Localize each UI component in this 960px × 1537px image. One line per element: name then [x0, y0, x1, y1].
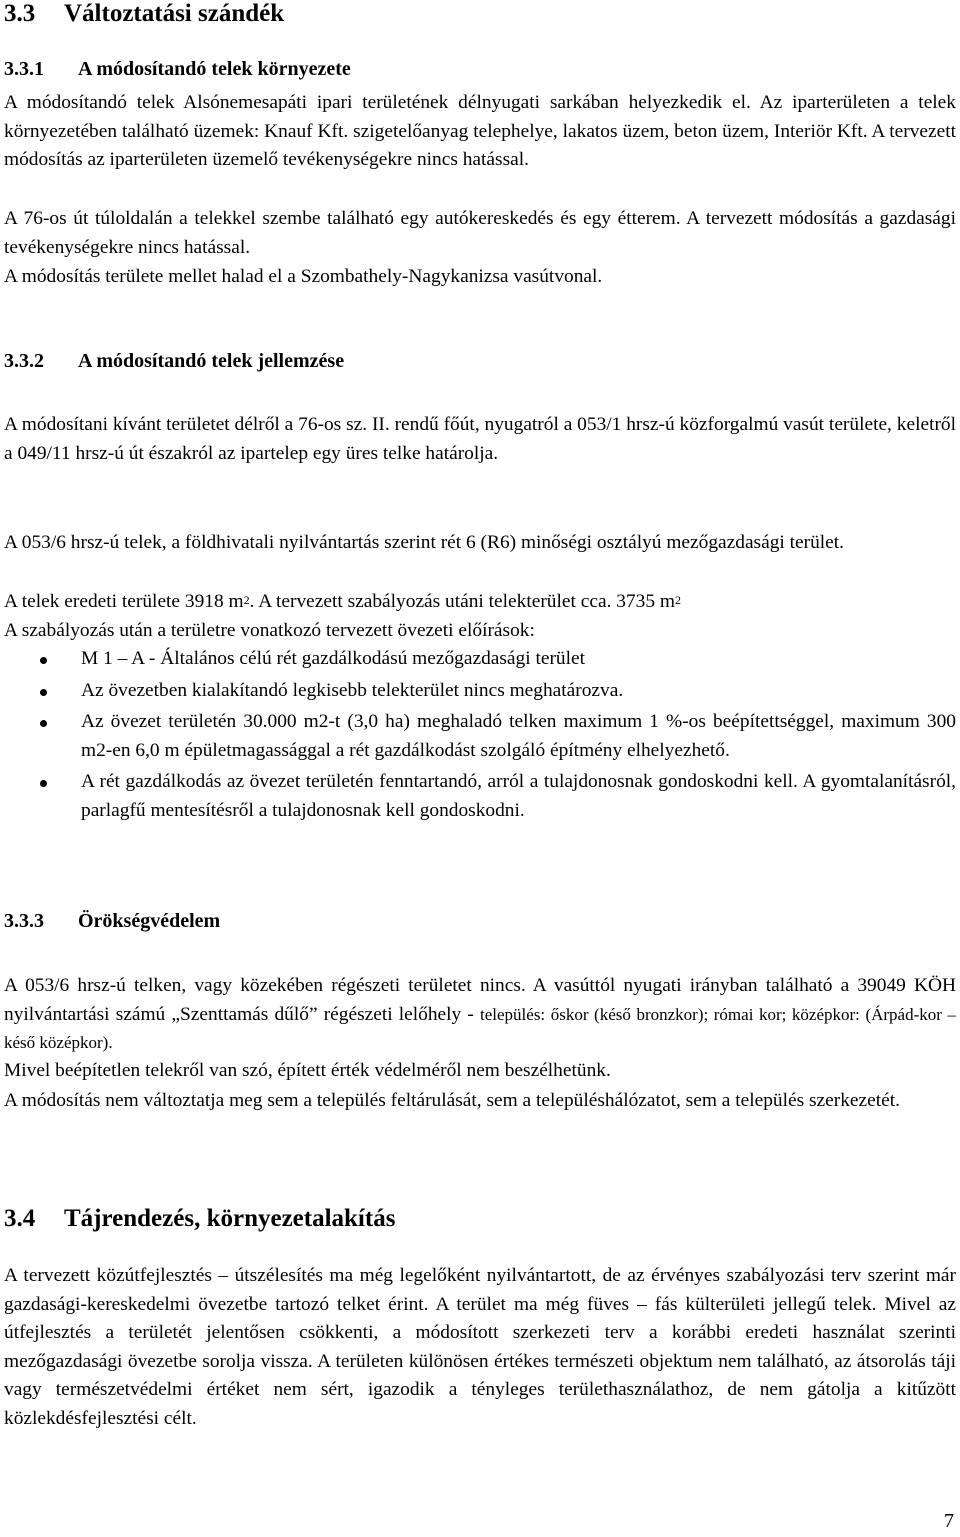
paragraph-landscape: A tervezett közútfejlesztés – útszélesítés ma még legelőként nyilvántartott, de az érvényes szabályozási terv szerint már gazdasági-kereskedelmi övezetbe tartozó telket érint. A terület ma még füves – fás külterületi jellegű telek. Mivel az útfejlesztés a területét jelentősen csökkenti, a módosított szerkezeti terv a korábbi eredeti használat szerinti mezőgazdasági övezetbe sorolja vissza. A területen különösen értékes természeti objektum nem található, az átsorolás táji vagy természetvédelmi értéket nem sért, igazodik a tényleges területhasználathoz, de nem gátolja a kitűzött közlekdésfejlesztési célt. — [4, 1265, 956, 1429]
page-number: 7 — [944, 1510, 954, 1532]
paragraph-built-value: Mivel beépítetlen telekről van szó, épített érték védelméről nem beszélhetünk. — [4, 1060, 611, 1081]
list-item: M 1 – A - Általános célú rét gazdálkodású mezőgazdasági terület — [4, 645, 956, 674]
paragraph-zoning-intro: A szabályozás után a területre vonatkozó tervezett övezeti előírások: — [4, 620, 535, 641]
bullet-icon — [40, 720, 47, 727]
paragraph-plot-area: A telek eredeti területe 3918 $m^2$. A tervezett szabályozás utáni telekterület cca. 3735 $m^2$ — [4, 591, 681, 612]
paragraph-land-registry: A 053/6 hrsz-ú telek, a földhivatali nyilvántartás szerint rét 6 (R6) minőségi osztályú mezőgazdasági terület. — [4, 532, 845, 553]
bullet-icon — [40, 657, 47, 664]
heading-3-3-1 — [4, 58, 351, 81]
list-item: Az övezetben kialakítandó legkisebb telekterület nincs meghatározva. — [4, 677, 956, 706]
paragraph-settlement: A módosítás nem változtatja meg sem a település feltárulását, sem a településhálózatot, sem a település szerkezetét. — [4, 1090, 900, 1111]
heading-number: 3.3.2 — [4, 350, 44, 372]
bullet-icon — [40, 780, 47, 787]
list-item: A rét gazdálkodás az övezet területén fenntartandó, arról a tulajdonosnak gondoskodni kell. A gyomtalanításról, parlagfű mentesítésről a tulajdonosnak kell gondoskodni. — [4, 768, 956, 825]
zoning-rules-list — [4, 645, 956, 829]
paragraph-boundaries: A módosítani kívánt területet délről a 76-os sz. II. rendű főút, nyugatról a 053/1 hrsz-ú közforgalmú vasút területe, keletről a 049/11 hrsz-ú út északról az ipartelep egy üres telke határolja. — [4, 414, 956, 464]
paragraph-railway: A módosítás területe mellet halad el a Szombathely-Nagykanizsa vasútvonal. — [4, 266, 603, 287]
heading-3-4 — [4, 1205, 395, 1233]
bullet-icon — [40, 689, 47, 696]
paragraph-opposite-side: A 76-os út túloldalán a telekkel szembe található egy autókereskedés és egy étterem. A tervezett módosítás a gazdasági tevékenységekre nincs hatással. — [4, 208, 956, 258]
list-item: Az övezet területén 30.000 m2-t (3,0 ha) meghaladó telken maximum 1 %-os beépítettséggel, maximum 300 m2-en 6,0 m épületmagassággal a rét gazdálkodást szolgáló építmény elhelyezhető. — [4, 708, 956, 765]
heading-number: 3.3.3 — [4, 910, 44, 932]
heading-title: A módosítandó telek jellemzése — [78, 350, 345, 372]
paragraph-environment: A módosítandó telek Alsónemesapáti ipari területének délnyugati sarkában helyezkedik el. Az iparterületen a telek környezetében található üzemek: Knauf Kft. szigetelőanyag telephelye, lakatos üzem, beton üzem, Interiör Kft. A tervezett módosítás az iparterületen üzemelő tevékenységekre nincs hatással. — [4, 92, 956, 171]
heading-title: Tájrendezés, környezetalakítás — [64, 1205, 396, 1232]
heading-number: 3.3.1 — [4, 58, 44, 80]
paragraph-heritage: A 053/6 hrsz-ú telken, vagy közekében régészeti területet nincs. A vasúttól nyugati irányban található a 39049 KÖH nyilvántartási számú „Szenttamás dűlő” régészeti lelőhely - település: őskor (késő bronzkor); római kor; középkor: (Árpád-kor – késő középkor). — [4, 975, 956, 1053]
heading-3-3-3 — [4, 910, 220, 933]
heading-number: 3.3 — [4, 0, 36, 27]
heading-title: A módosítandó telek környezete — [78, 58, 351, 80]
heading-title: Örökségvédelem — [78, 910, 221, 932]
heading-title: Változtatási szándék — [64, 0, 285, 27]
heading-3-3-2 — [4, 350, 344, 373]
heading-3-3 — [4, 0, 284, 28]
heading-number: 3.4 — [4, 1205, 36, 1232]
